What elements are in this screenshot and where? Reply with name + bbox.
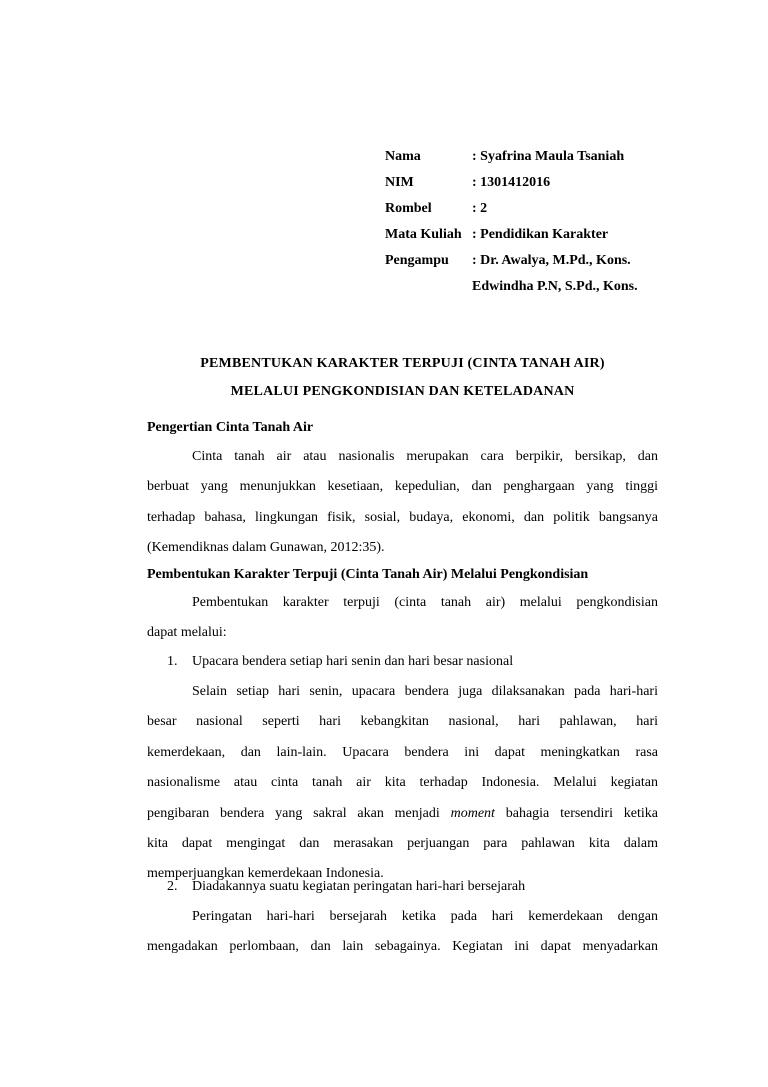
paragraph-peringatan	[147, 902, 658, 963]
paragraph-upacara	[147, 677, 658, 890]
identity-label: NIM	[385, 175, 414, 190]
text-line: kita dapat mengingat dan merasakan perjuangan para pahlawan kita dalam	[147, 835, 658, 851]
text-line: kemerdekaan, dan lain-lain. Upacara bendera ini dapat meningkatkan rasa	[147, 744, 658, 760]
identity-value: : 2	[472, 201, 488, 216]
text-line: nasionalisme atau cinta tanah air kita terhadap Indonesia. Melalui kegiatan	[147, 775, 658, 791]
identity-label: Nama	[385, 149, 421, 164]
text-line	[147, 799, 658, 829]
identity-row-nama	[385, 147, 638, 173]
identity-label: Pengampu	[385, 253, 449, 268]
text-line: Pembentukan karakter terpuji (cinta tanah air) melalui pengkondisian	[192, 595, 658, 610]
text-line: memperjuangkan kemerdekaan Indonesia.	[147, 866, 384, 882]
text-line: besar nasional seperti hari kebangkitan nasional, hari pahlawan, hari	[147, 714, 658, 730]
text-segment: bahagia tersendiri ketika	[494, 805, 658, 821]
identity-row-pengampu-2	[385, 277, 638, 303]
identity-row-pengampu	[385, 251, 638, 277]
document-title-line-2: MELALUI PENGKONDISIAN DAN KETELADANAN	[230, 384, 575, 399]
identity-value: : Dr. Awalya, M.Pd., Kons.	[472, 253, 631, 268]
section-heading-pengkondisian: Pembentukan Karakter Terpuji (Cinta Tanah Air) Melalui Pengkondisian	[147, 567, 589, 582]
identity-label: Rombel	[385, 201, 432, 216]
identity-value: : 1301412016	[472, 175, 551, 190]
text-line: Peringatan hari-hari bersejarah ketika pada hari kemerdekaan dengan	[192, 909, 658, 924]
list-item-2-heading	[167, 879, 525, 895]
identity-value: : Pendidikan Karakter	[472, 227, 609, 242]
identity-label	[385, 277, 472, 303]
paragraph-pengertian	[147, 442, 658, 564]
text-line: berbuat yang menunjukkan kesetiaan, kepedulian, dan penghargaan yang tinggi	[147, 479, 658, 495]
text-segment: pengibaran bendera yang sakral akan menjadi	[147, 805, 451, 821]
identity-value: : Syafrina Maula Tsaniah	[472, 149, 625, 164]
text-line: Selain setiap hari senin, upacara bendera juga dilaksanakan pada hari-hari	[192, 684, 658, 699]
student-identity-block	[385, 147, 638, 303]
text-line: (Kemendiknas dalam Gunawan, 2012:35).	[147, 540, 385, 556]
identity-row-mata-kuliah	[385, 225, 638, 251]
list-number: 2.	[167, 879, 178, 894]
list-item-title: Diadakannya suatu kegiatan peringatan hari-hari bersejarah	[192, 879, 526, 894]
paragraph-pengkondisian	[147, 588, 658, 649]
text-line: dapat melalui:	[147, 625, 227, 641]
identity-label: Mata Kuliah	[385, 227, 462, 242]
identity-value: Edwindha P.N, S.Pd., Kons.	[472, 279, 638, 294]
text-line: terhadap bahasa, lingkungan fisik, sosial, budaya, ekonomi, dan politik bangsanya	[147, 509, 658, 525]
emphasis-moment: moment	[450, 805, 495, 821]
list-item-title: Upacara bendera setiap hari senin dan hari besar nasional	[192, 654, 514, 669]
identity-row-nim	[385, 173, 638, 199]
document-title-line-1: PEMBENTUKAN KARAKTER TERPUJI (CINTA TANAH AIR)	[200, 356, 605, 371]
list-number: 1.	[167, 654, 178, 669]
text-line: mengadakan perlombaan, dan lain sebagainya. Kegiatan ini dapat menyadarkan	[147, 939, 658, 955]
identity-row-rombel	[385, 199, 638, 225]
list-item-1-heading	[167, 654, 513, 670]
section-heading-pengertian: Pengertian Cinta Tanah Air	[147, 420, 314, 435]
text-line: Cinta tanah air atau nasionalis merupakan cara berpikir, bersikap, dan	[192, 449, 658, 464]
